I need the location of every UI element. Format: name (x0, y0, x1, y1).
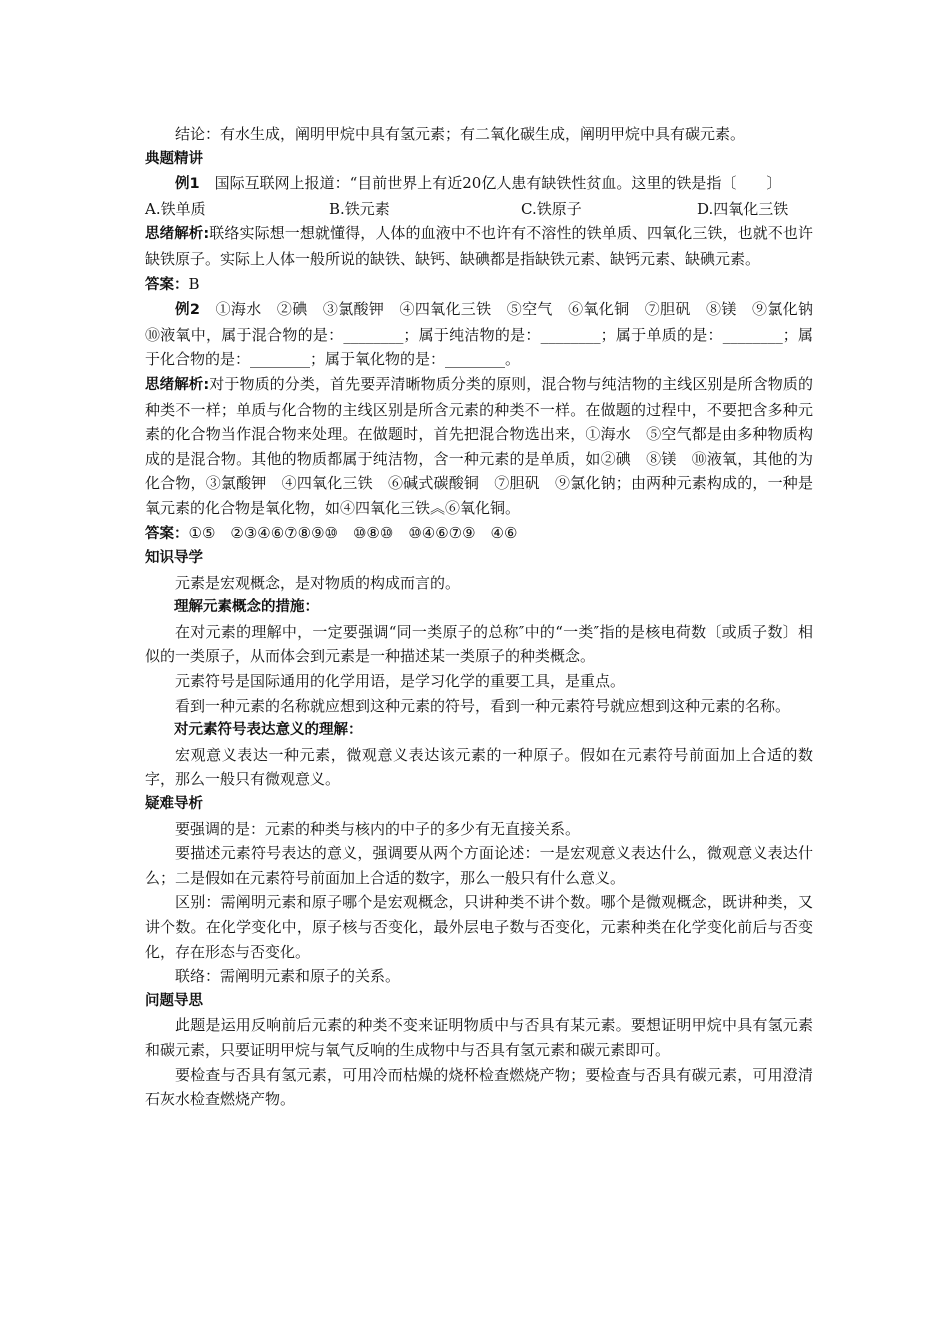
analysis-text: 联络实际想一想就懂得，人体的血液中不也许有不溶性的铁单质、四氧化三铁，也就不也许缺铁原子。实际上人体一般所说的缺铁、缺钙、缺碘都是指缺铁元素、缺钙元素、缺碘元素。 (145, 224, 813, 268)
example-2-question (145, 297, 829, 372)
knowledge-subheading: 理解元素概念的措施： (174, 599, 319, 616)
answer-text: B (188, 274, 200, 293)
difficulty-paragraph: 区别：需阐明元素和原子哪个是宏观概念，只讲种类不讲个数。哪个是微观概念，既讲种类，又讲个数。在化学变化中，原子核与否变化，最外层电子数与否变化，元素种类在化学变化前后与否变化，存在形态与否变化。 (145, 893, 813, 961)
answer-label: 答案： (145, 276, 189, 293)
knowledge-paragraph: 宏观意义表达一种元素，微观意义表达该元素的一种原子。假如在元素符号前面加上合适的数字，那么一般只有微观意义。 (145, 745, 813, 789)
example-1-options (145, 197, 813, 222)
example-1-question (145, 171, 813, 197)
knowledge-paragraph: 在对元素的理解中，一定要强调“同一类原子的总称″中的“一类″指的是核电荷数〔或质子数〕相似的一类原子，从而体会到元素是一种描述某一类原子的种类概念。 (145, 622, 813, 666)
conclusion-paragraph: 结论：有水生成，阐明甲烷中具有氢元素；有二氧化碳生成，阐明甲烷中具有碳元素。 (175, 125, 746, 143)
example-2-analysis (145, 372, 813, 521)
answer-label: 答案： (145, 525, 189, 542)
difficulty-paragraph: 要描述元素符号表达的意义，强调要从两个方面论述：一是宏观意义表达什么，微观意义表达什么；二是假如在元素符号前面加上合适的数字，那么一般只有什么意义。 (145, 844, 813, 887)
analysis-text: 对于物质的分类，首先要弄清晰物质分类的原则，混合物与纯洁物的主线区别是所含物质的种类不一样；单质与化合物的主线区别是所含元素的种类不一样。在做题的过程中，不要把含多种元素的化合物当作混合物来处理。在做题时，首先把混合物选出来，①海水 ⑤空气都是由多种物质构成的是混合物。其他的物质都属于纯洁物，含一种元素的是单质，如②碘 ⑧镁 ⑩液氧，其他的为化合物，③氯酸钾 ④四氧化三铁 ⑥碱式碳酸铜 ⑦胆矾 ⑨氯化钠；由两种元素构成的，一种是氧元素的化合物是氧化物，如④四氧化三铁︽⑥氧化铜。 (145, 374, 813, 517)
knowledge-subheading: 对元素符号表达意义的理解： (174, 722, 363, 739)
document-page (145, 122, 829, 1112)
heading-difficulty: 疑难导析 (145, 796, 203, 813)
example-1-analysis (145, 221, 813, 271)
difficulty-paragraph: 联络：需阐明元素和原子的关系。 (175, 967, 401, 986)
example-1-text: 国际互联网上报道：“目前世界上有近20亿人患有缺铁性贫血。这里的铁是指〔 〕 (199, 174, 782, 193)
answer-text: ①⑤ ②③④⑥⑦⑧⑨⑩ ⑩⑧⑩ ⑩④⑥⑦⑨ ④⑥ (188, 523, 518, 542)
question-paragraph: 此题是运用反响前后元素的种类不变来证明物质中与否具有某元素。要想证明甲烷中具有氢元素和碳元素，只要证明甲烷与氧气反响的生成物中与否具有氢元素和碳元素即可。 (145, 1016, 813, 1059)
heading-question: 问题导思 (145, 992, 203, 1009)
question-paragraph: 要检查与否具有氢元素，可用冷而枯燥的烧杯检查燃烧产物；要检查与否具有碳元素，可用澄清石灰水检查燃烧产物。 (145, 1065, 813, 1109)
example-2-text: ①海水 ②碘 ③氯酸钾 ④四氧化三铁 ⑤空气 ⑥氧化铜 ⑦胆矾 ⑧镁 ⑨氯化钠 ⑩液氧中，属于混合物的是：________；属于纯洁物的是：________；属于单质的是：________；属于化合物的是：________；属于氧化物的是：________。 (145, 300, 829, 369)
analysis-label: 思绪解析: (145, 226, 210, 243)
knowledge-paragraph: 看到一种元素的名称就应想到这种元素的符号，看到一种元素符号就应想到这种元素的名称。 (175, 696, 791, 715)
option-b: B.铁元素 (329, 199, 390, 218)
knowledge-paragraph: 元素符号是国际通用的化学用语，是学习化学的重要工具，是重点。 (175, 672, 626, 691)
analysis-label: 思绪解析: (145, 376, 210, 393)
example-2-label: 例2 (175, 302, 200, 319)
heading-knowledge: 知识导学 (145, 550, 203, 567)
knowledge-paragraph: 元素是宏观概念，是对物质的构成而言的。 (175, 573, 461, 592)
option-a: A.铁单质 (145, 199, 206, 218)
example-1-answer (145, 272, 813, 298)
example-2-answer (145, 521, 813, 547)
option-d: D.四氧化三铁 (697, 199, 789, 218)
example-1-label: 例1 (175, 176, 200, 193)
heading-examples: 典题精讲 (145, 150, 203, 167)
difficulty-paragraph: 要强调的是：元素的种类与核内的中子的多少有无直接关系。 (175, 819, 581, 838)
option-c: C.铁原子 (521, 199, 582, 218)
